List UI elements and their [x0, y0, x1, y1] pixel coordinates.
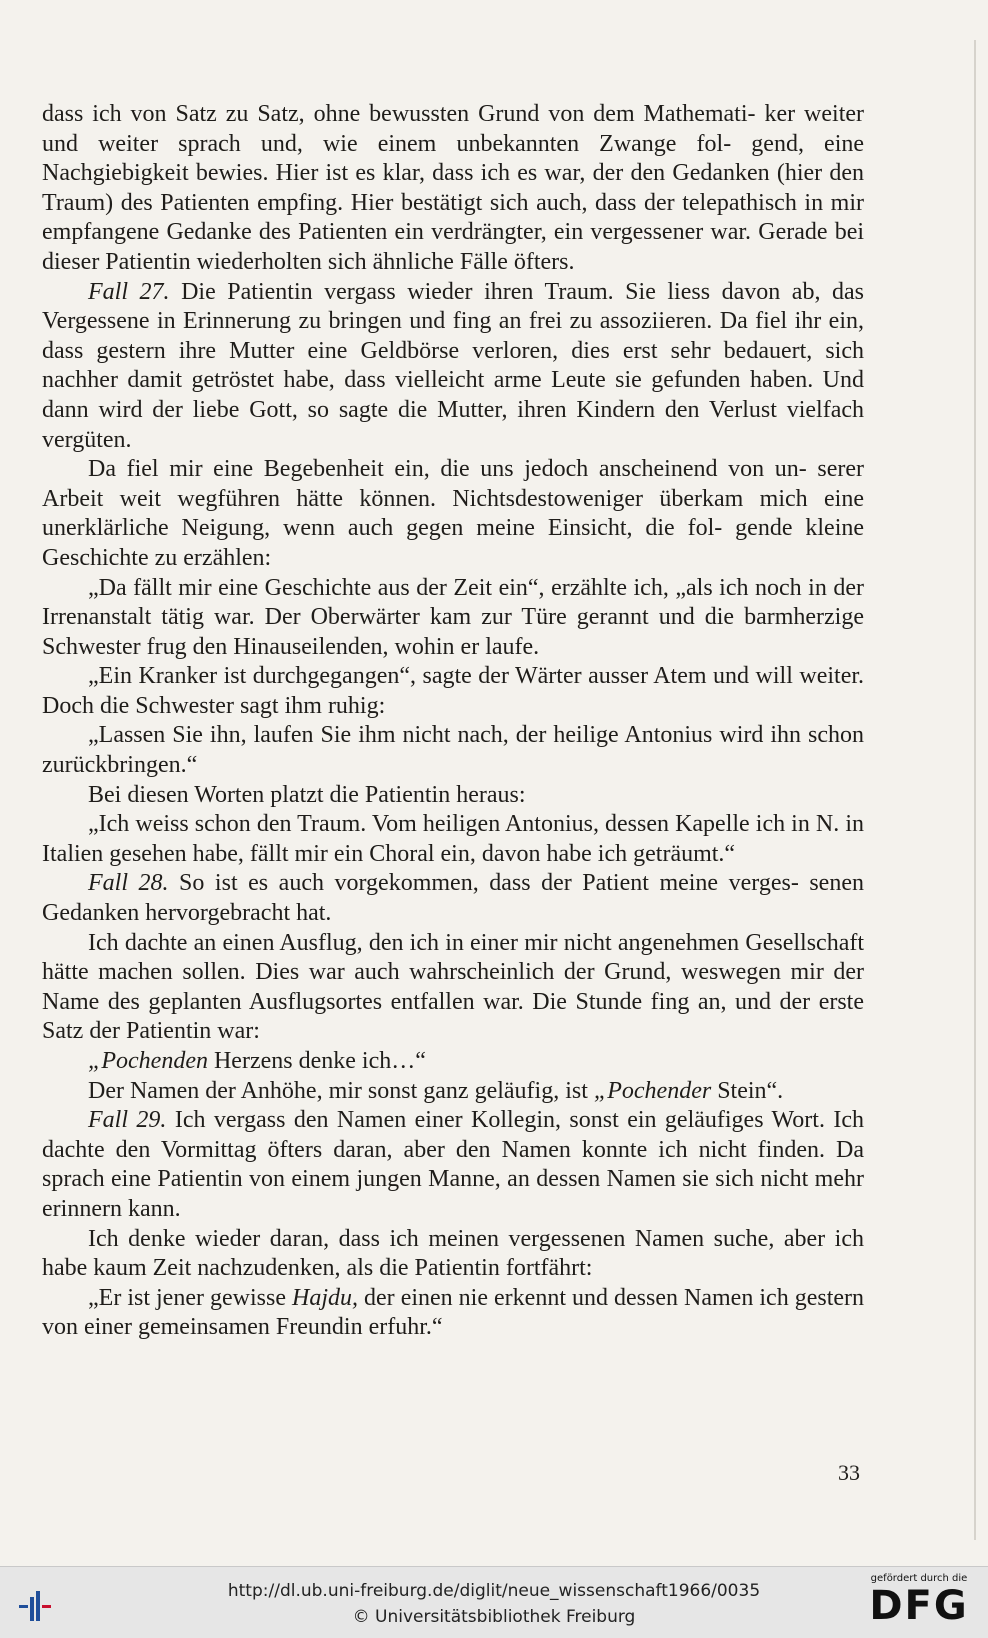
dfg-logo-text: DFG	[869, 1583, 969, 1629]
case-label-27: Fall 27.	[88, 278, 170, 305]
paragraph-7: Bei diesen Worten platzt die Patientin heraus:	[88, 781, 526, 808]
page-number: 33	[838, 1460, 860, 1485]
paragraph-12: Der Namen der Anhöhe, mir sonst ganz geläufig, ist „Pochender Stein“.	[88, 1077, 784, 1104]
paragraph-5: „Ein Kranker ist durchgegangen“, sagte der Wärter ausser Atem und will weiter. Doch die Schwester sagt ihm ruhig:	[42, 663, 865, 719]
paragraph-11: „Pochenden Herzens denke ich…“	[88, 1048, 426, 1074]
paragraph-1: dass ich von Satz zu Satz, ohne bewussten Grund von dem Mathemati- ker weiter und weiter sprach und, wie einem unbekannten Zwange fol- gend, eine Nachgiebigkeit bewies. Hier ist es klar, dass ich es war, der den Gedanken (hier den Traum) des Patienten empfing. Hier bestätigt sich auch, dass der telepathisch in mir empfangene Gedanke des Patienten ein verdrängter, ein vergessener war. Gerade bei dieser Patientin wiederholten sich ähnliche Fälle öfters.	[42, 101, 865, 275]
dfg-funding-label: gefördert durch die	[870, 1573, 968, 1584]
footer-url-link[interactable]: http://dl.ub.uni-freiburg.de/diglit/neue_wissenschaft1966/0035	[227, 1581, 761, 1601]
paragraph-fall-29: Fall 29. Ich vergass den Namen einer Kollegin, sonst ein geläufiges Wort. Ich dachte den Vormittag öfters daran, aber den Namen konnte ich nicht finden. Da sprach eine Patientin von einem jungen Manne, an dessen Namen sie sich nicht mehr erinnern kann.	[42, 1107, 865, 1222]
paragraph-8: „Ich weiss schon den Traum. Vom heiligen Antonius, dessen Kapelle ich in N. in Italien gesehen habe, fällt mir ein Choral ein, davon habe ich geträumt.“	[42, 811, 864, 867]
paragraph-fall-28: Fall 28. So ist es auch vorgekommen, dass der Patient meine verges- senen Gedanken hervorgebracht hat.	[42, 870, 864, 927]
body-text	[42, 100, 864, 1343]
paragraph-10: Ich dachte an einen Ausflug, den ich in einer mir nicht angenehmen Gesellschaft hätte machen sollen. Dies war auch wahrscheinlich der Grund, weswegen mir der Name des geplanten Ausflugsortes entfallen war. Die Stunde fing an, und der erste Satz der Patientin war:	[42, 929, 865, 1045]
paragraph-6: „Lassen Sie ihn, laufen Sie ihm nicht nach, der heilige Antonius wird ihn schon zurückbringen.“	[42, 722, 864, 779]
paragraph-15: „Er ist jener gewisse Hajdu, der einen nie erkennt und dessen Namen ich gestern von einer gemeinsamen Freundin erfuhr.“	[42, 1284, 865, 1341]
paragraph-fall-27: Fall 27. Die Patientin vergass wieder ihren Traum. Sie liess davon ab, das Vergessene in Erinnerung zu bringen und fing an frei zu assoziieren. Da fiel ihr ein, dass gestern ihre Mutter eine Geldbörse verloren, dies erst sehr bedauert, sich nachher damit getröstet habe, dass vielleicht arme Leute sie gefunden haben. Und dann wird der liebe Gott, so sagte die Mutter, ihren Kindern den Verlust vielfach vergüten.	[42, 278, 865, 453]
case-label-29: Fall 29.	[88, 1107, 167, 1134]
dfg-logo[interactable]	[860, 1573, 978, 1633]
paragraph-4: „Da fällt mir eine Geschichte aus der Zeit ein“, erzählte ich, „als ich noch in der Irrenanstalt tätig war. Der Oberwärter kam zur Türe gerannt und die barmherzige Schwester frug den Hinauseilenden, wohin er laufe.	[42, 574, 865, 660]
page-edge-shadow	[974, 40, 976, 1540]
viewer-footer	[0, 1566, 988, 1638]
footer-copyright: © Universitätsbibliothek Freiburg	[352, 1607, 636, 1627]
case-label-28: Fall 28.	[88, 870, 169, 897]
paragraph-14: Ich denke wieder daran, dass ich meinen vergessenen Namen suche, aber ich habe kaum Zeit nachzudenken, als die Patientin fortfährt:	[42, 1225, 864, 1282]
paragraph-3: Da fiel mir eine Begebenheit ein, die uns jedoch anscheinend von un- serer Arbeit weit wegführen hätte können. Nichtsdestoweniger überkam mich eine unerklärliche Neigung, wenn auch gegen meine Einsicht, die fol- gende kleine Geschichte zu erzählen:	[42, 456, 865, 571]
